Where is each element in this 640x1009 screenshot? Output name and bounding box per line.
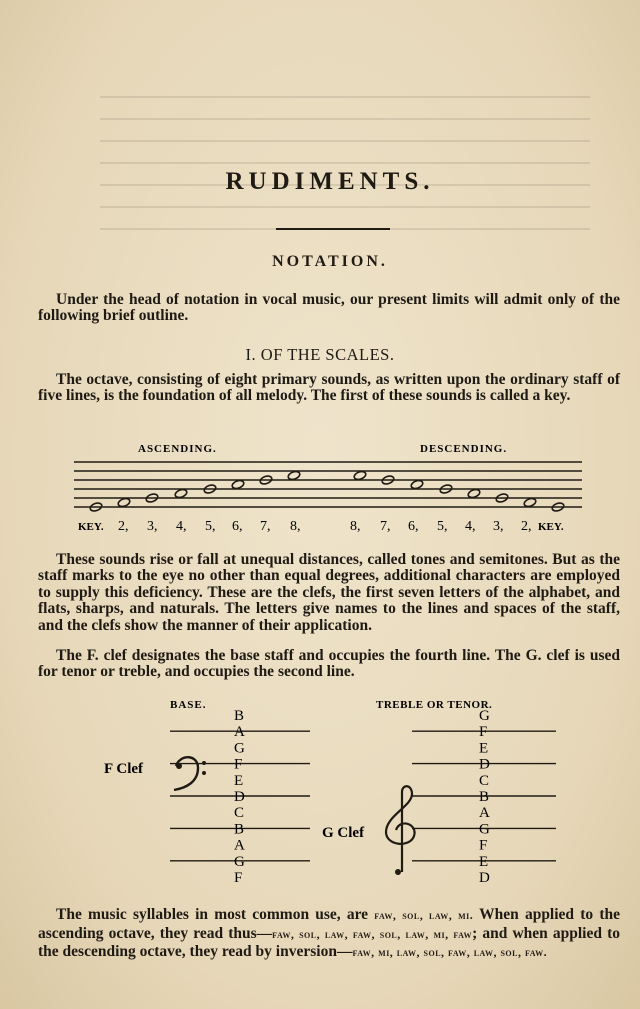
descending-label: DESCENDING.	[420, 443, 508, 455]
syllables-text-2: When applied to the ascending octave, they read thus—	[38, 906, 620, 942]
key-label-right: KEY.	[538, 521, 564, 533]
treble-letter: C	[479, 772, 490, 789]
base-letter: C	[234, 805, 245, 822]
syllables-list-2: faw, sol, law, faw, sol, law, mi, faw	[272, 926, 473, 941]
base-letter: A	[234, 837, 245, 854]
clef-paragraph: The F. clef designates the base staff and occupies the fourth line. The G. clef is used for tenor or treble, and occupies the second line.	[38, 647, 620, 681]
tones-paragraph: These sounds rise or fall at unequal distances, called tones and semitones. But as the staff marks to the eye no other than equal degrees, additional characters are employed to supply this deficiency. These are the clefs, the first seven letters of the alphabet, and flats, sharps, and naturals. The letters give names to the lines and spaces of the staff, and the clefs show the manner of their application.	[38, 551, 620, 634]
treble-label: TREBLE OR TENOR.	[376, 699, 493, 711]
clefs-diagram	[0, 692, 640, 896]
title-rule	[276, 228, 390, 230]
treble-letter: G	[479, 708, 490, 724]
staff-number: 5,	[205, 519, 216, 534]
octave-staff	[0, 436, 640, 540]
base-label: BASE.	[170, 699, 207, 711]
base-letter: G	[234, 853, 245, 870]
syllables-text-3: ; and when applied to the descending octave, they read by inversion—	[38, 924, 621, 961]
treble-letter: E	[479, 853, 489, 870]
base-letter: F	[234, 756, 243, 773]
base-letter: B	[234, 821, 245, 838]
syllables-list-1: faw, sol, law, mi.	[374, 908, 474, 922]
staff-number: 6,	[408, 519, 419, 534]
treble-letter: D	[479, 756, 490, 773]
treble-letter: B	[479, 789, 490, 805]
treble-letter: D	[479, 870, 490, 886]
staff-number: 2,	[118, 519, 129, 534]
treble-letter: G	[479, 821, 490, 838]
syllables-list-3: faw, mi, law, sol, faw, law, sol, faw.	[352, 945, 548, 960]
syllables-text-1: The music syllables in most common use, are	[56, 906, 375, 923]
treble-letter: F	[479, 724, 488, 741]
staff-number: 3,	[147, 519, 158, 534]
staff-number: 6,	[232, 519, 243, 534]
treble-letter: A	[479, 805, 490, 822]
g-clef-label: G Clef	[322, 825, 365, 841]
staff-number: 8,	[350, 519, 361, 534]
key-label-left: KEY.	[78, 521, 104, 533]
staff-number: 2,	[521, 519, 532, 534]
staff-number: 8,	[290, 519, 301, 534]
staff-number: 7,	[260, 519, 271, 534]
base-letter: A	[234, 724, 245, 741]
base-letter: G	[234, 740, 245, 757]
scales-heading: I. OF THE SCALES.	[245, 345, 395, 364]
staff-number: 7,	[380, 519, 391, 534]
staff-number: 5,	[437, 519, 448, 534]
section-subtitle: NOTATION.	[272, 253, 388, 270]
base-letter: E	[234, 772, 244, 789]
base-letter: F	[234, 870, 243, 886]
f-clef-label: F Clef	[104, 761, 144, 777]
treble-letter: F	[479, 837, 488, 854]
base-letter: B	[234, 708, 245, 724]
page-title: RUDIMENTS.	[225, 168, 435, 195]
f-clef-symbol	[174, 757, 206, 790]
intro-paragraph: Under the head of notation in vocal music, our present limits will admit only of the following brief outline.	[38, 291, 620, 325]
staff-number: 3,	[493, 519, 504, 534]
scales-paragraph: The octave, consisting of eight primary sounds, as written upon the ordinary staff of five lines, is the foundation of all melody. The first of these sounds is called a key.	[38, 371, 620, 405]
staff-number: 4,	[465, 519, 476, 534]
base-letter: D	[234, 789, 245, 805]
ascending-label: ASCENDING.	[138, 443, 217, 455]
treble-letter: E	[479, 740, 489, 757]
syllables-paragraph	[38, 906, 620, 962]
staff-number: 4,	[176, 519, 187, 534]
g-clef-symbol	[386, 786, 415, 875]
